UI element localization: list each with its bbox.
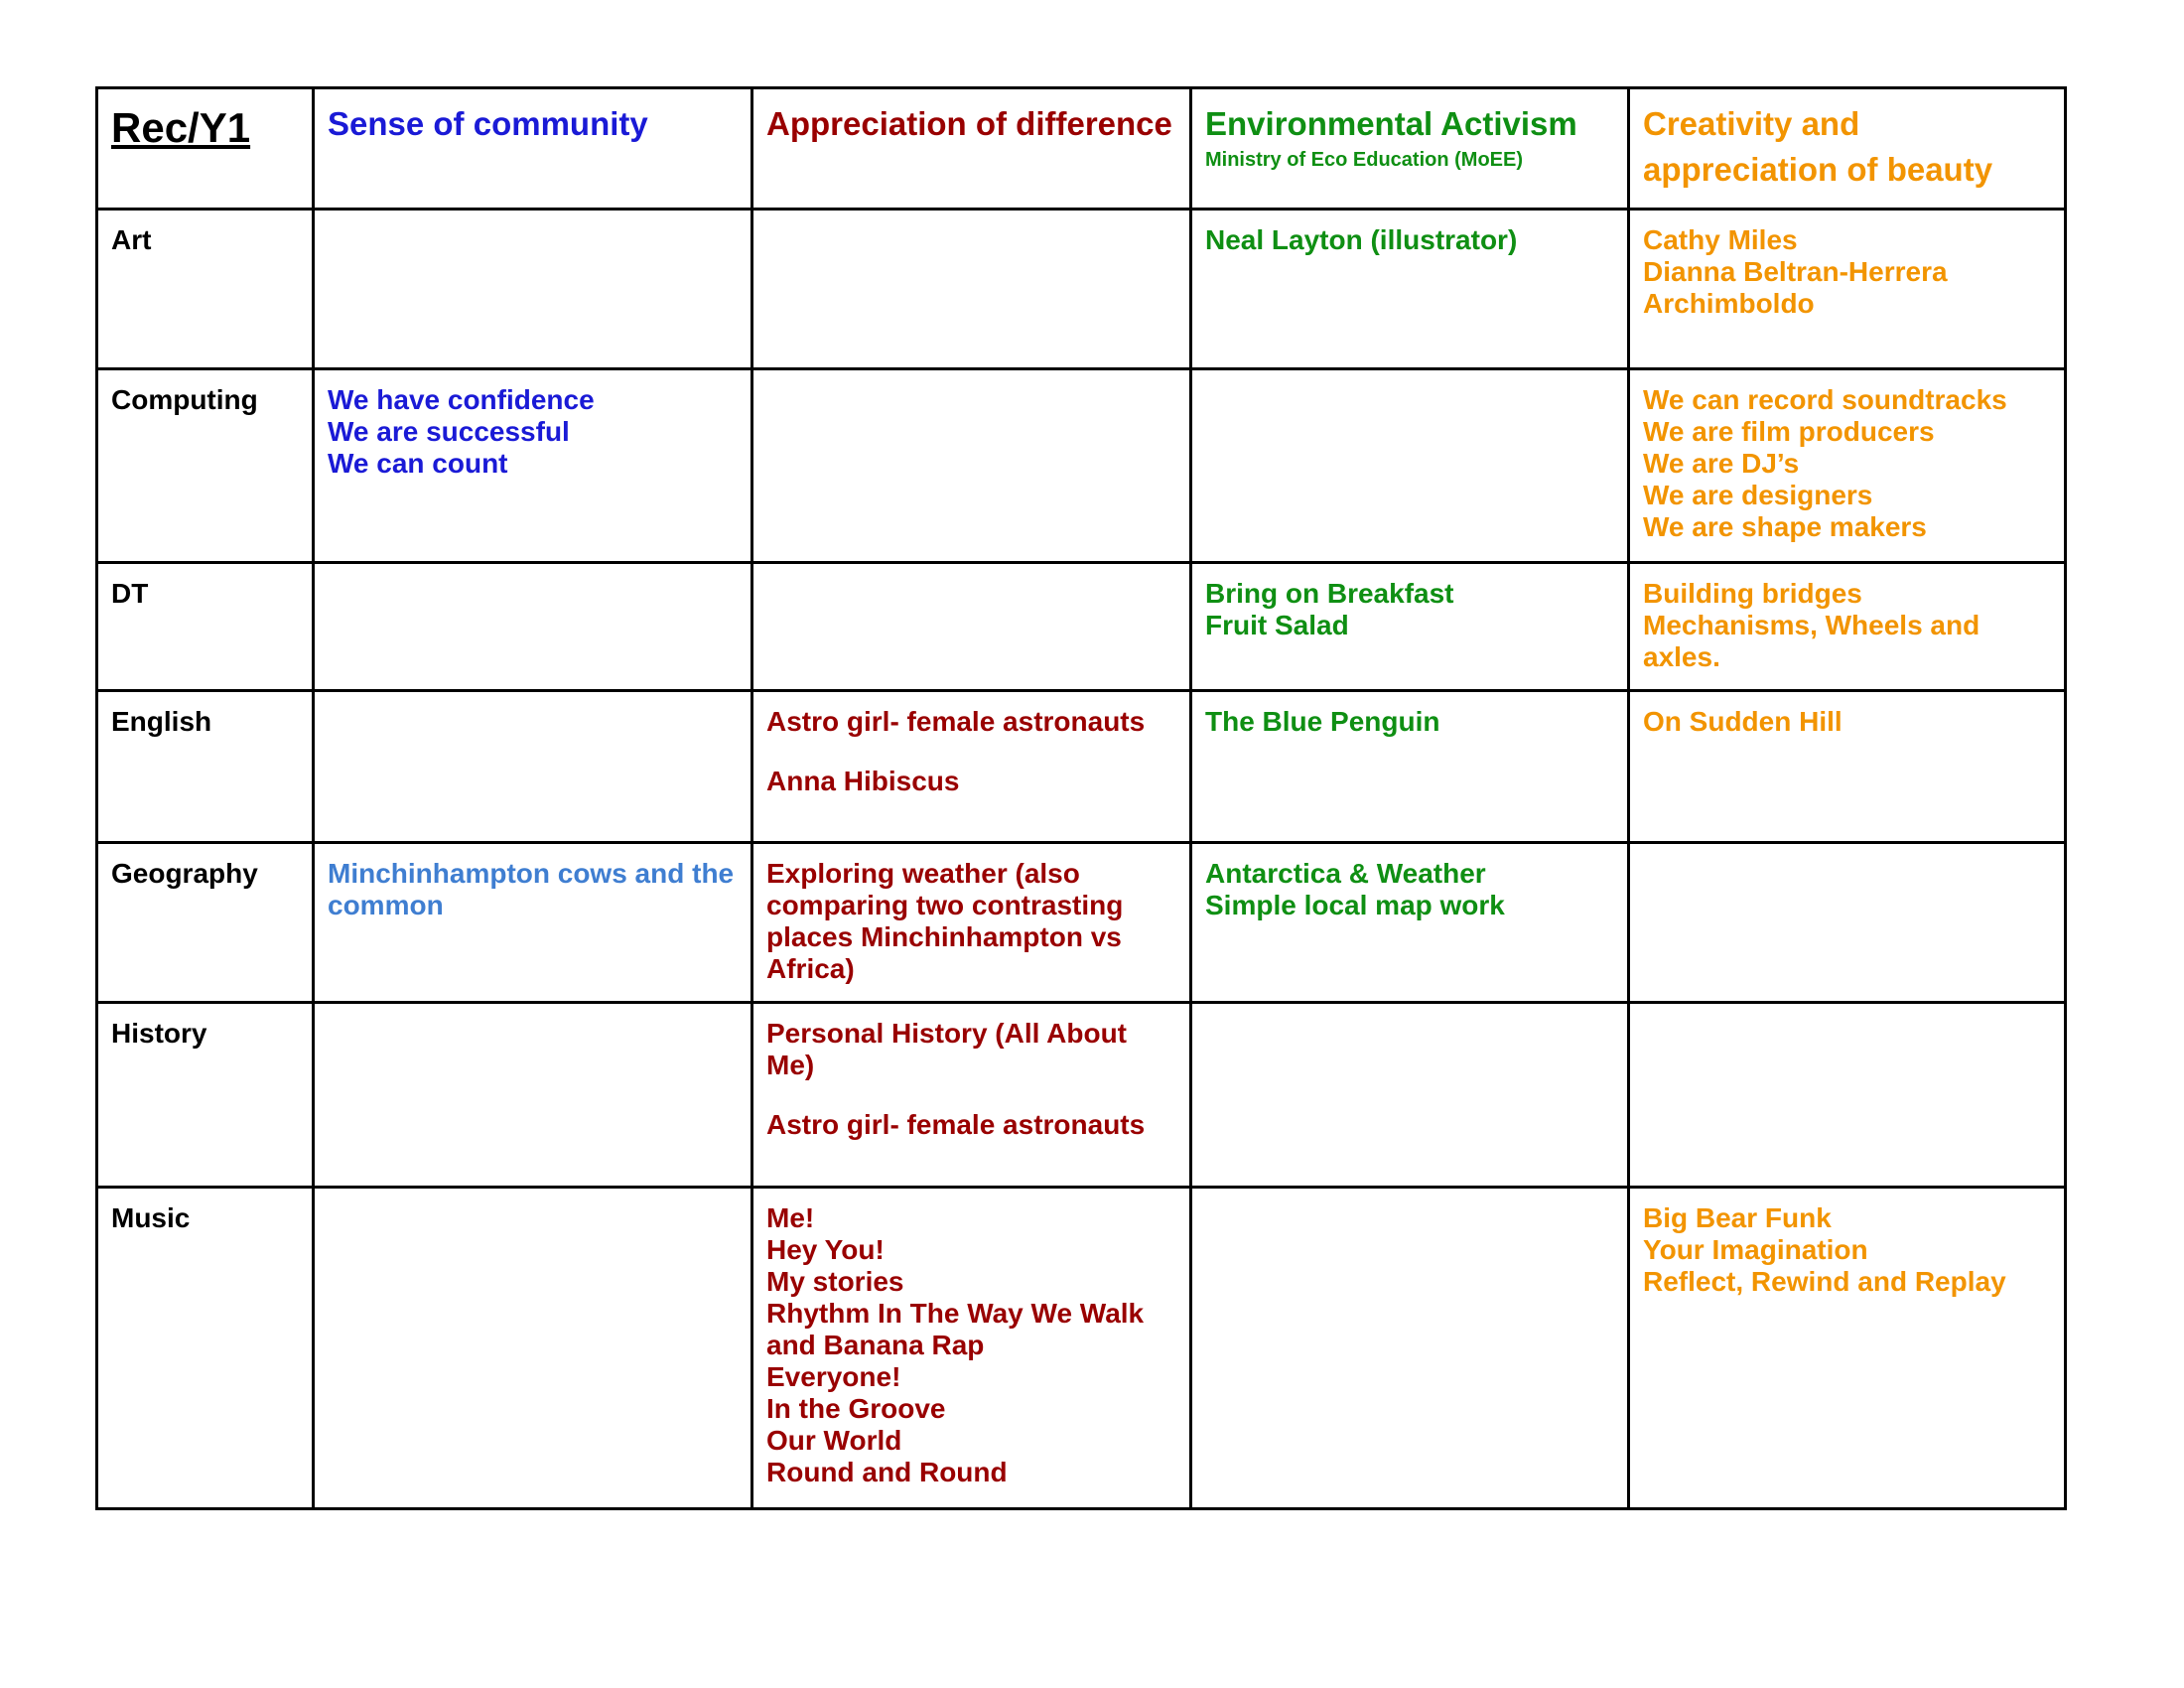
subject-cell [97,843,314,1003]
cell-sense-of-community [314,1188,752,1509]
cell-item: Big Bear Funk [1643,1202,1832,1233]
header-creativity [1629,88,2066,210]
cell-environmental-activism [1191,369,1629,563]
cell-sense-of-community [314,1003,752,1188]
cell-item: Astro girl- female astronauts [766,1109,1146,1140]
subject-label: English [111,706,212,737]
cell-appreciation-of-difference [752,1188,1191,1509]
header-environmental-activism [1191,88,1629,210]
subject-label: Computing [111,384,258,415]
table-row [97,691,2066,843]
cell-item: Simple local map work [1205,890,1505,920]
cell-item: Personal History (All About Me) [766,1018,1135,1080]
subject-cell [97,691,314,843]
cell-appreciation-of-difference [752,1003,1191,1188]
spacer [766,1081,1176,1109]
cell-item: We are shape makers [1643,511,1927,542]
header-title: Appreciation of difference [766,105,1172,142]
cell-item: Rhythm In The Way We Walk and Banana Rap [766,1298,1152,1360]
cell-item: Round and Round [766,1457,1008,1487]
table-row [97,843,2066,1003]
cell-item: We can count [328,448,508,479]
cell-item: Antarctica & Weather [1205,858,1486,889]
cell-item: Archimboldo [1643,288,1815,319]
cell-item: Fruit Salad [1205,610,1349,640]
cell-item: Cathy Miles [1643,224,1798,255]
cell-item: Our World [766,1425,902,1456]
cell-item: My stories [766,1266,904,1297]
table-row [97,563,2066,691]
cell-item: Neal Layton (illustrator) [1205,224,1518,255]
cell-sense-of-community [314,563,752,691]
header-subtitle: Ministry of Eco Education (MoEE) [1205,149,1524,171]
subject-cell [97,563,314,691]
cell-item: Bring on Breakfast [1205,578,1454,609]
cell-sense-of-community [314,691,752,843]
table-row [97,1188,2066,1509]
table-row [97,1003,2066,1188]
cell-item: On Sudden Hill [1643,706,1843,737]
header-appreciation-of-difference [752,88,1191,210]
subject-label: History [111,1018,207,1049]
cell-item: The Blue Penguin [1205,706,1440,737]
cell-appreciation-of-difference [752,210,1191,369]
cell-creativity [1629,563,2066,691]
cell-item: Dianna Beltran-Herrera [1643,256,1948,287]
cell-item: Astro girl- female astronauts [766,706,1146,737]
cell-item: Hey You! [766,1234,885,1265]
cell-item: Minchinhampton cows and the common [328,858,742,920]
cell-creativity [1629,210,2066,369]
table-row [97,210,2066,369]
cell-item: Reflect, Rewind and Replay [1643,1266,2006,1297]
header-title: Environmental Activism [1205,105,1577,142]
cell-environmental-activism [1191,1188,1629,1509]
subject-cell [97,1003,314,1188]
subject-cell [97,210,314,369]
cell-creativity [1629,1188,2066,1509]
cell-creativity [1629,691,2066,843]
cell-appreciation-of-difference [752,369,1191,563]
cell-environmental-activism [1191,843,1629,1003]
cell-appreciation-of-difference [752,691,1191,843]
cell-appreciation-of-difference [752,843,1191,1003]
cell-creativity [1629,1003,2066,1188]
subject-cell [97,369,314,563]
header-row [97,88,2066,210]
cell-item: We have confidence [328,384,595,415]
cell-item: We are film producers [1643,416,1935,447]
cell-item: Me! [766,1202,815,1233]
header-title: Creativity and appreciation of beauty [1643,105,1993,188]
cell-item: We are successful [328,416,570,447]
cell-environmental-activism [1191,563,1629,691]
cell-item: We are designers [1643,480,1873,510]
subject-label: Geography [111,858,258,889]
header-sense-of-community [314,88,752,210]
cell-sense-of-community [314,210,752,369]
cell-item: Everyone! [766,1361,901,1392]
curriculum-table [95,86,2067,1510]
subject-label: DT [111,578,149,609]
cell-environmental-activism [1191,210,1629,369]
corner-label: Rec/Y1 [97,88,314,210]
cell-creativity [1629,843,2066,1003]
cell-item: Your Imagination [1643,1234,1868,1265]
subject-label: Music [111,1202,191,1233]
cell-appreciation-of-difference [752,563,1191,691]
cell-creativity [1629,369,2066,563]
cell-environmental-activism [1191,691,1629,843]
cell-item: Exploring weather (also comparing two contrasting places Minchinhampton vs Africa) [766,858,1132,984]
cell-item: Mechanisms, Wheels and axles. [1643,610,1987,672]
cell-item: Building bridges [1643,578,1862,609]
table-row [97,369,2066,563]
subject-label: Art [111,224,152,255]
cell-item: In the Groove [766,1393,946,1424]
header-title: Sense of community [328,105,648,142]
cell-sense-of-community [314,369,752,563]
cell-item: Anna Hibiscus [766,766,960,796]
cell-environmental-activism [1191,1003,1629,1188]
cell-item: We are DJ’s [1643,448,1800,479]
cell-item: We can record soundtracks [1643,384,2007,415]
subject-cell [97,1188,314,1509]
spacer [766,738,1176,766]
cell-sense-of-community [314,843,752,1003]
